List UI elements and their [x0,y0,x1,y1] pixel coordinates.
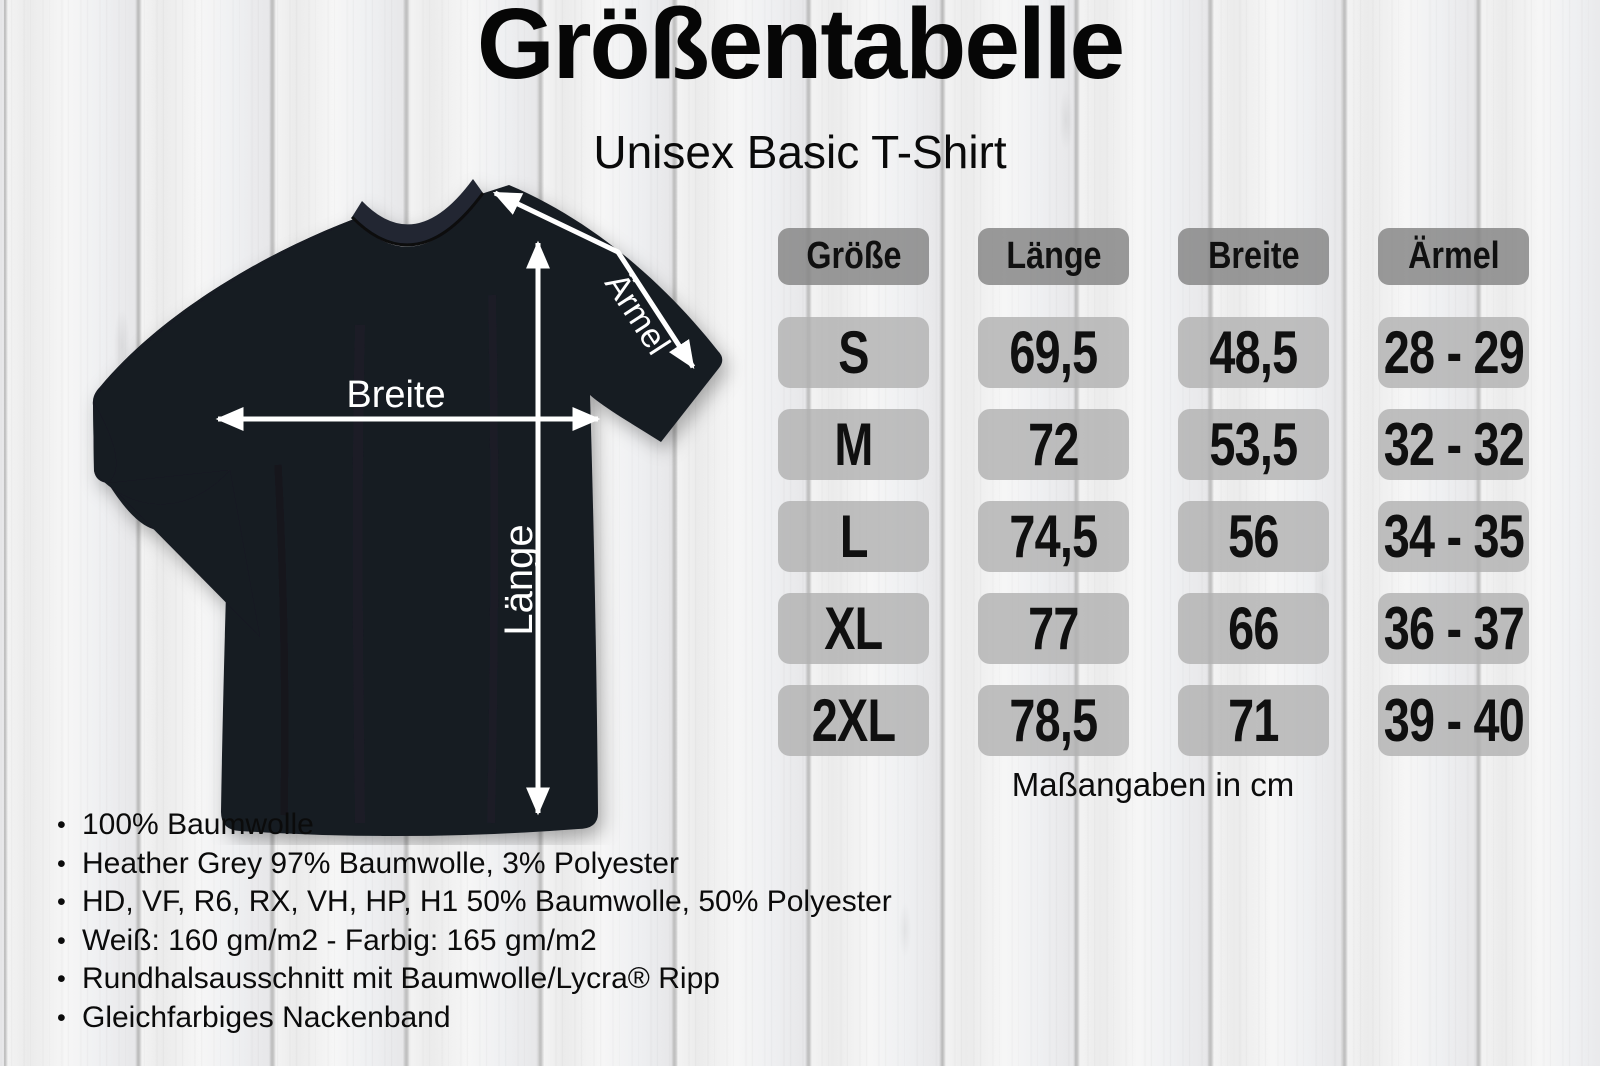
width-label: Breite [346,374,446,416]
detail-item: • Gleichfarbiges Nackenband [57,999,892,1038]
table-row-s [778,317,1529,388]
size-cell: M [778,409,929,480]
laenge-cell: 74,5 [978,501,1129,572]
length-label: Länge [497,524,541,636]
detail-item: • 100% Baumwolle [57,806,892,845]
aermel-cell: 28 - 29 [1378,317,1529,388]
breite-cell: 53,5 [1178,409,1329,480]
detail-item: • HD, VF, R6, RX, VH, HP, H1 50% Baumwolle, 50% Polyester [57,883,892,922]
aermel-cell: 34 - 35 [1378,501,1529,572]
product-details-list [57,806,892,1037]
table-row-xl [778,593,1529,664]
sleeve-label: Ärmel [597,266,678,362]
laenge-cell: 69,5 [978,317,1129,388]
header-cell-breite: Breite [1178,228,1329,285]
page-subtitle: Unisex Basic T-Shirt [593,126,1007,178]
detail-item: • Rundhalsausschnitt mit Baumwolle/Lycra® Ripp [57,960,892,999]
breite-cell: 71 [1178,685,1329,756]
table-header-row [778,228,1529,285]
size-cell: XL [778,593,929,664]
aermel-cell: 39 - 40 [1378,685,1529,756]
fabric-crease-2 [491,295,494,823]
units-note: Maßangaben in cm [1011,766,1295,803]
detail-item: • Weiß: 160 gm/m2 - Farbig: 165 gm/m2 [57,922,892,961]
page-title: Größentabelle [476,0,1124,100]
breite-cell: 66 [1178,593,1329,664]
table-row-l [778,501,1529,572]
laenge-cell: 78,5 [978,685,1129,756]
header-cell-groesse: Größe [778,228,929,285]
table-row-2xl [778,685,1529,756]
aermel-cell: 36 - 37 [1378,593,1529,664]
size-cell: L [778,501,929,572]
breite-cell: 48,5 [1178,317,1329,388]
aermel-cell: 32 - 32 [1378,409,1529,480]
laenge-cell: 72 [978,409,1129,480]
laenge-cell: 77 [978,593,1129,664]
table-row-m [778,409,1529,480]
size-table [778,228,1529,763]
detail-item: • Heather Grey 97% Baumwolle, 3% Polyester [57,845,892,884]
header-cell-aermel: Ärmel [1378,228,1529,285]
header-cell-laenge: Länge [978,228,1129,285]
size-cell: 2XL [778,685,929,756]
breite-cell: 56 [1178,501,1329,572]
size-cell: S [778,317,929,388]
tshirt-measurement-diagram [60,165,760,845]
